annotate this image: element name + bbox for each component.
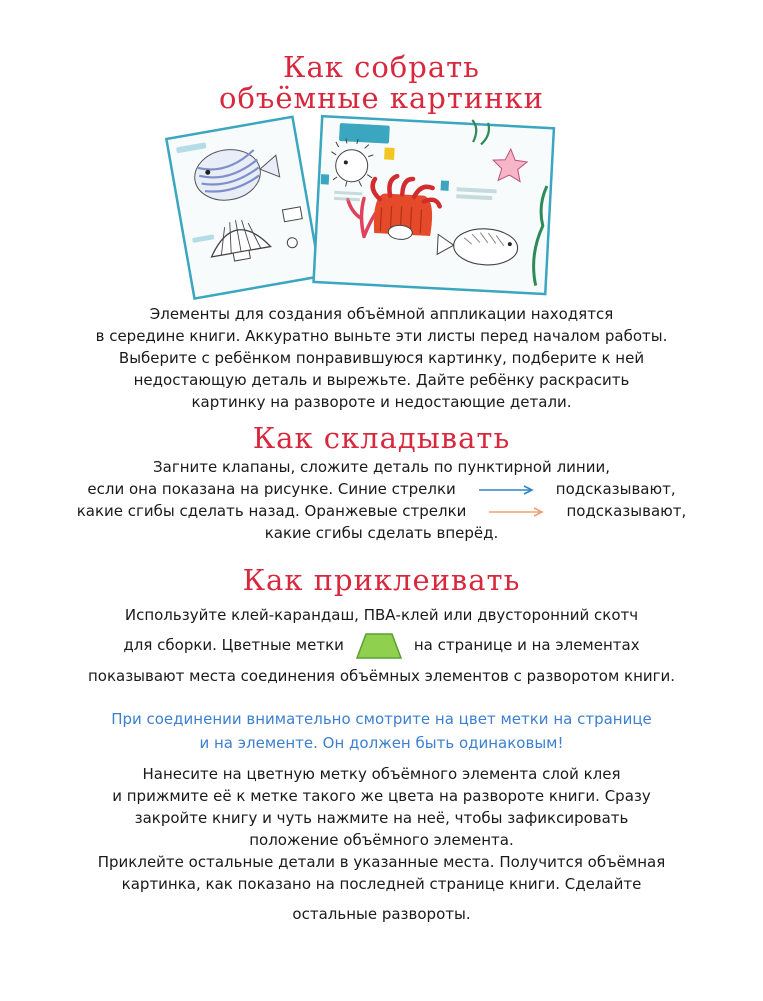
title-line-1: Как собрать [283,50,480,84]
fold-paragraph [0,456,763,544]
fold-line [0,500,763,522]
glue-line-text: на странице и на элементах [413,636,640,654]
glue-paragraph [0,600,763,691]
instruction-line: и прижмите её к метке такого же цвета на развороте книги. Сразу [112,787,651,805]
fold-line-text: какие сгибы сделать назад. Оранжевые стрелки [76,502,467,520]
fold-line-text: подсказывают, [555,480,676,498]
fold-heading: Как складывать [252,421,511,455]
title-line-2: объёмные картинки [218,81,544,115]
intro-line: картинку на развороте и недостающие детали. [191,393,572,411]
book-spread-illustration [0,0,763,300]
intro-line: Элементы для создания объёмной аппликации находятся [149,305,614,323]
instruction-line: Приклейте остальные детали в указанные места. Получится объёмная [97,853,666,871]
fold-line-text: если она показана на рисунке. Синие стрелки [87,480,456,498]
instruction-line: положение объёмного элемента. [249,831,514,849]
instruction-line: закройте книгу и чуть нажмите на неё, чтобы зафиксировать [134,809,629,827]
fold-line: какие сгибы сделать вперёд. [264,524,499,542]
fold-line: Загните клапаны, сложите деталь по пунктирной линии, [153,458,610,476]
glue-line: Используйте клей-карандаш, ПВА-клей или двусторонний скотч [124,606,639,624]
right-page-illustration [314,112,555,294]
glue-line [0,630,763,661]
left-page-illustration [166,117,320,299]
fold-line-text: подсказывают, [566,502,687,520]
glue-heading: Как приклеивать [242,563,521,597]
instruction-line: картинка, как показано на последней странице книги. Сделайте [121,875,642,893]
glue-line: показывают места соединения объёмных элементов с разворотом книги. [87,666,676,685]
intro-line: Выберите с ребёнком понравившуюся картинку, подберите к ней [118,349,645,367]
note-paragraph [0,707,763,755]
note-line: и на элементе. Он должен быть одинаковым! [199,734,564,752]
instruction-line: Нанесите на цветную метку объёмного элемента слой клея [142,765,621,783]
intro-line: недостающую деталь и вырежьте. Дайте ребёнку раскрасить [133,371,630,389]
intro-paragraph [0,303,763,413]
note-line: При соединении внимательно смотрите на цвет метки на странице [111,710,652,728]
green-glue-mark-icon [354,631,404,661]
fold-line [0,478,763,500]
blue-arrow-icon [478,485,534,495]
glue-line-text: для сборки. Цветные метки [123,636,344,654]
intro-line: в середине книги. Аккуратно выньте эти листы перед началом работы. [95,327,668,345]
instruction-line: остальные развороты. [292,905,471,923]
orange-arrow-icon [488,507,544,517]
instructions-paragraph [0,763,763,925]
